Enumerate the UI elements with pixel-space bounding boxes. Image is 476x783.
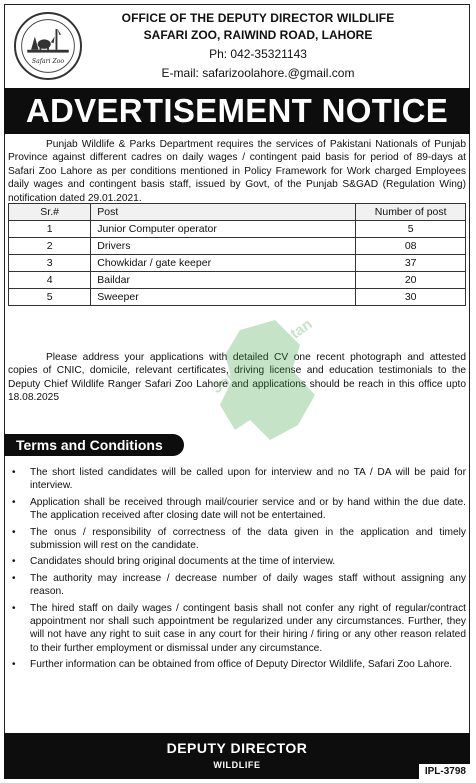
header-count: Number of post	[356, 204, 466, 221]
table-row	[9, 238, 466, 255]
header-post: Post	[91, 204, 356, 221]
office-address: SAFARI ZOO, RAIWIND ROAD, LAHORE	[143, 28, 373, 42]
row-sr: 5	[9, 289, 91, 306]
row-sr: 2	[9, 238, 91, 255]
posts-table	[8, 203, 466, 306]
row-post: Junior Computer operator	[91, 221, 356, 238]
row-count: 37	[356, 255, 466, 272]
table-row	[9, 221, 466, 238]
bullet-icon: •	[12, 602, 16, 614]
row-post: Drivers	[91, 238, 356, 255]
table-row	[9, 289, 466, 306]
row-sr: 1	[9, 221, 91, 238]
row-count: 5	[356, 221, 466, 238]
svg-text:Safari Zoo: Safari Zoo	[31, 57, 65, 65]
bullet-icon: •	[12, 467, 16, 478]
header-sr: Sr.#	[9, 204, 91, 221]
apply-paragraph: Please address your applications with detailed CV one recent photograph and attested copies of CNIC, domicile, relevant certificates, driving license and education testimonials to the Deputy Chief Wildlife Ranger Safari Zoo Lahore and applications should be reach in this office upto 18.08.2025	[8, 352, 466, 404]
list-item: • Application shall be received through mail/courier service and or by hand within the due date. The application received after closing date will not be entertained.	[12, 496, 466, 522]
office-phone: Ph: 042-35321143	[209, 47, 307, 61]
list-item: • The hired staff on daily wages / contingent basis shall not confer any right of regular/contract appointment nor shall such appointment be regularized under any circumstances. Further, they will not have any right to suit case in any court for their hiring / firing or any other reason related to their further employment or dismissal under any circumstance.	[12, 602, 466, 654]
advertisement-banner: ADVERTISEMENT NOTICE	[4, 88, 470, 134]
office-title: OFFICE OF THE DEPUTY DIRECTOR WILDLIFE	[121, 11, 395, 25]
list-item: • Further information can be obtained from office of Deputy Director Wildlife, Safari Zoo Lahore.	[12, 659, 453, 671]
row-count: 30	[356, 289, 466, 306]
signature-footer	[4, 733, 470, 779]
list-item: • The authority may increase / decrease number of daily wages staff without assigning any reason.	[12, 572, 466, 598]
row-count: 08	[356, 238, 466, 255]
office-email[interactable]: E-mail: safarizoolahore.@gmail.com	[161, 66, 355, 80]
bullet-icon: •	[12, 526, 16, 538]
row-sr: 3	[9, 255, 91, 272]
table-header-row	[9, 204, 466, 221]
bullet-icon: •	[12, 572, 16, 584]
bullet-icon: •	[12, 496, 16, 508]
row-post: Sweeper	[91, 289, 356, 306]
row-post: Chowkidar / gate keeper	[91, 255, 356, 272]
ad-code: IPL-3798	[419, 764, 470, 779]
conditions-list	[8, 466, 466, 675]
list-item: • Candidates should bring original documents at the time of interview.	[12, 556, 336, 568]
list-item: • The short listed candidates will be called upon for interview and no TA / DA will be paid for interview.	[12, 467, 466, 492]
row-sr: 4	[9, 272, 91, 289]
footer-subtitle: WILDLIFE	[213, 760, 261, 770]
terms-heading: Terms and Conditions	[4, 434, 184, 456]
bullet-icon: •	[12, 556, 16, 568]
footer-title: DEPUTY DIRECTOR	[166, 740, 308, 756]
bullet-icon: •	[12, 659, 16, 671]
table-row	[9, 272, 466, 289]
table-row	[9, 255, 466, 272]
row-post: Baildar	[91, 272, 356, 289]
list-item: • The onus / responsibility of correctness of the data given in the application and timely submission will rest on the candidate.	[12, 526, 466, 552]
intro-paragraph: Punjab Wildlife & Parks Department requires the services of Pakistani Nationals of Punjab Province against different cadres on daily wages / contingent paid basis for period of 89-days at Safari Zoo Lahore as per conditions mentioned in Policy Framework for Work charged Employees daily wages and contingent basis staff, issued by Govt, of the Punjab S&GAD (Regulation Wing) notification dated 29.01.2021.	[8, 139, 466, 204]
svg-text:Jobz.in Pakistan: Jobz.in Pakistan	[209, 315, 316, 397]
row-count: 20	[356, 272, 466, 289]
